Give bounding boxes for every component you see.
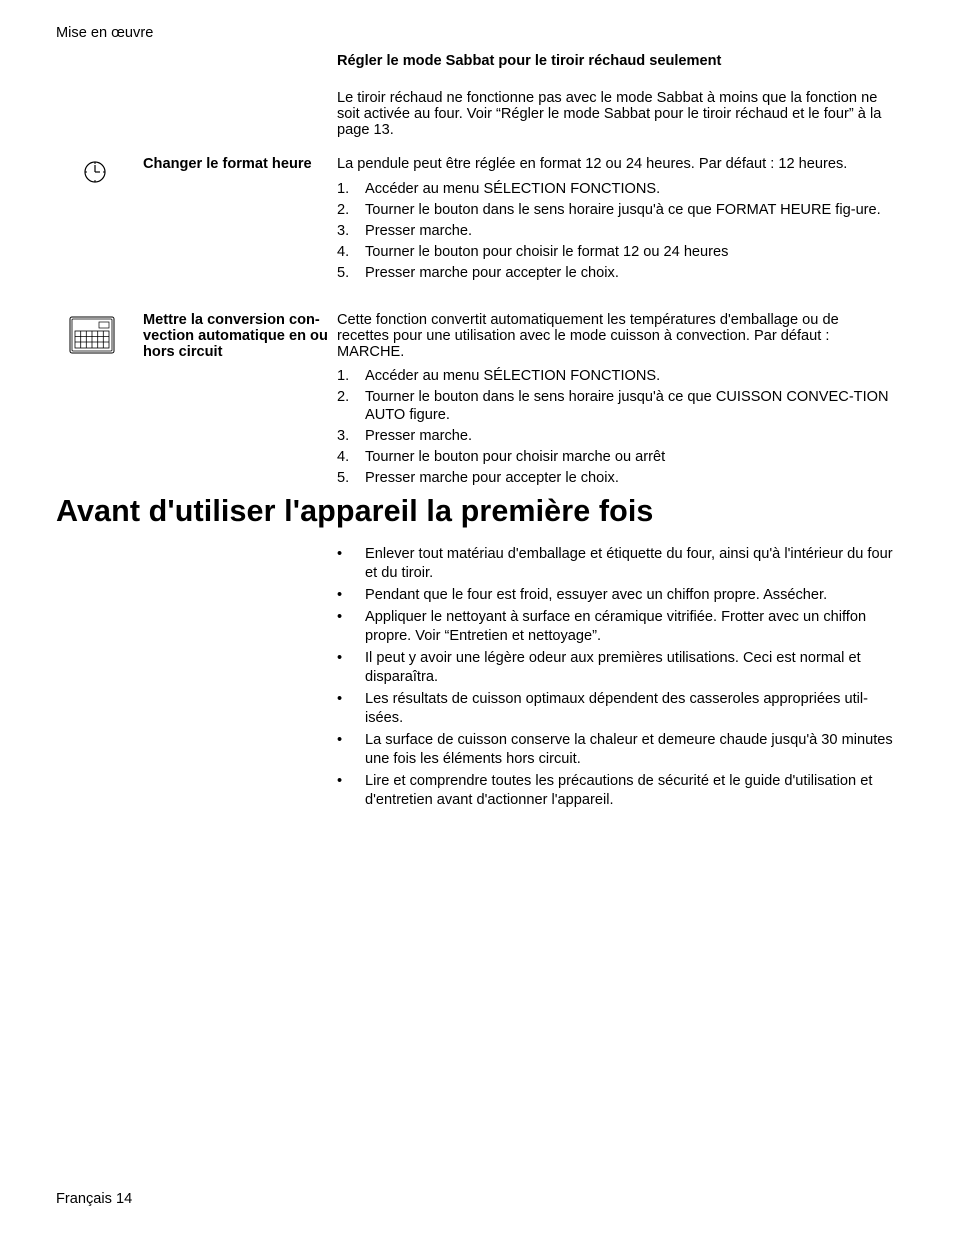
- bullet-text: Enlever tout matériau d'emballage et étiquette du four, ainsi qu'à l'intérieur du four et du tiroir.: [365, 546, 893, 581]
- list-item: [337, 448, 897, 466]
- bullet-glyph: •: [337, 650, 343, 666]
- list-item: [337, 264, 897, 282]
- sabbat-body: Le tiroir réchaud ne fonctionne pas avec le mode Sabbat à moins que la fonction ne soit activée au four. Voir “Régler le mode Sabbat pour le tiroir réchaud et le four” à la page 13.: [337, 90, 882, 138]
- list-item: [337, 180, 897, 198]
- step-number: 2.: [337, 389, 350, 405]
- list-item: [337, 243, 897, 261]
- step-number: 4.: [337, 244, 350, 260]
- bullet-text: Il peut y avoir une légère odeur aux premières utilisations. Ceci est normal et disparaîtra.: [365, 650, 861, 685]
- list-item: [337, 608, 903, 646]
- list-item: [337, 731, 903, 769]
- step-text: Tourner le bouton pour choisir le format 12 ou 24 heures: [365, 244, 729, 260]
- bullet-glyph: •: [337, 546, 343, 562]
- page-footer-label: Français 14: [56, 1191, 133, 1207]
- clock-format-steps: [337, 180, 897, 285]
- list-item: [337, 367, 897, 385]
- bullet-text: Pendant que le four est froid, essuyer avec un chiffon propre. Assécher.: [365, 587, 828, 603]
- step-number: 3.: [337, 428, 350, 444]
- list-item: [337, 469, 897, 487]
- sabbat-title: Régler le mode Sabbat pour le tiroir réchaud seulement: [337, 53, 722, 69]
- step-number: 5.: [337, 470, 350, 486]
- step-number: 3.: [337, 223, 350, 239]
- step-text: Accéder au menu SÉLECTION FONCTIONS.: [365, 368, 661, 384]
- step-text: Tourner le bouton pour choisir marche ou arrêt: [365, 449, 666, 465]
- step-text: Tourner le bouton dans le sens horaire jusqu'à ce que CUISSON CONVEC-TION AUTO figure.: [365, 389, 889, 423]
- bullet-glyph: •: [337, 773, 343, 789]
- bullet-glyph: •: [337, 587, 343, 603]
- list-item: [337, 427, 897, 445]
- bullet-text: Les résultats de cuisson optimaux dépendent des casseroles appropriées util-isées.: [365, 691, 868, 726]
- step-text: Presser marche.: [365, 428, 473, 444]
- convection-steps: [337, 367, 897, 490]
- list-item: [337, 388, 897, 424]
- bullet-text: Lire et comprendre toutes les précautions de sécurité et le guide d'utilisation et d'entretien avant d'actionner l'appareil.: [365, 773, 873, 808]
- clock-format-label: Changer le format heure: [143, 156, 312, 172]
- step-text: Accéder au menu SÉLECTION FONCTIONS.: [365, 181, 661, 197]
- bullet-glyph: •: [337, 609, 343, 625]
- step-number: 1.: [337, 368, 350, 384]
- step-number: 5.: [337, 265, 350, 281]
- step-text: Presser marche.: [365, 223, 473, 239]
- bullet-text: Appliquer le nettoyant à surface en céramique vitrifiée. Frotter avec un chiffon propre. Voir “Entretien et nettoyage”.: [365, 609, 867, 644]
- convection-intro: Cette fonction convertit automatiquement les températures d'emballage ou de recettes pour une utilisation avec le mode cuisson à convection. Par défaut : MARCHE.: [337, 312, 839, 360]
- list-item: [337, 649, 903, 687]
- list-item: [337, 201, 897, 219]
- step-text: Presser marche pour accepter le choix.: [365, 265, 619, 281]
- step-text: Presser marche pour accepter le choix.: [365, 470, 619, 486]
- step-text: Tourner le bouton dans le sens horaire jusqu'à ce que FORMAT HEURE fig-ure.: [365, 202, 881, 218]
- list-item: [337, 586, 903, 605]
- list-item: [337, 545, 903, 583]
- convection-label: Mettre la conversion con-vection automatique en ou hors circuit: [143, 312, 328, 360]
- section-heading: Avant d'utiliser l'appareil la première fois: [56, 494, 654, 528]
- list-item: [337, 690, 903, 728]
- first-use-bullets: [337, 545, 903, 813]
- step-number: 1.: [337, 181, 350, 197]
- list-item: [337, 772, 903, 810]
- bullet-glyph: •: [337, 691, 343, 707]
- bullet-glyph: •: [337, 732, 343, 748]
- bullet-text: La surface de cuisson conserve la chaleur et demeure chaude jusqu'à 30 minutes une fois les éléments hors circuit.: [365, 732, 893, 767]
- step-number: 2.: [337, 202, 350, 218]
- list-item: [337, 222, 897, 240]
- keypad-display-icon: [69, 316, 115, 354]
- page-header-section: Mise en œuvre: [56, 25, 154, 41]
- step-number: 4.: [337, 449, 350, 465]
- clock-icon: [83, 160, 107, 184]
- clock-format-intro: La pendule peut être réglée en format 12 ou 24 heures. Par défaut : 12 heures.: [337, 156, 848, 172]
